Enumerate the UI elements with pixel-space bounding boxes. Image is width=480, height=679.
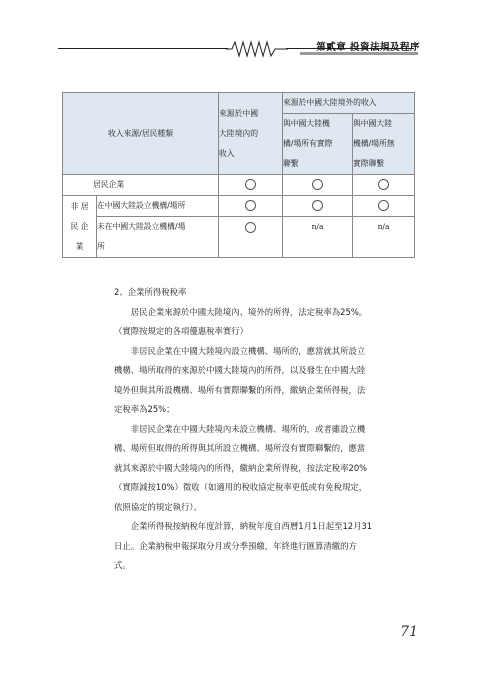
- page-header: [0, 0, 480, 70]
- paragraph-line: 定稅率為25%；: [114, 404, 175, 414]
- paragraph-line: 機構、場所取得的來源於中國大陸境內的所得，以及發生在中國大陸: [114, 365, 366, 375]
- header-foreign-income: 來源於中國大陸境外的收入: [283, 93, 415, 114]
- paragraph-line: 境外但與其所設機構、場所有實際聯繫的所得，繳納企業所得稅，法: [114, 384, 366, 395]
- paragraph: 非居民企業在中國大陸境內未設立機構、場所的，或者雖設立機: [130, 423, 366, 434]
- yes-circle-icon: [378, 200, 389, 211]
- header-rule-left: [58, 48, 228, 49]
- header-effectively-connected: 與中國大陸機 構/場所有實際 聯繫: [283, 114, 353, 175]
- paragraph-line: 日止。企業納稅申報採取分月或分季預繳，年終進行匯算清繳的方: [114, 540, 357, 551]
- header-underline-bar: [300, 52, 418, 55]
- table-row: [63, 196, 415, 217]
- page-number: 71: [400, 624, 418, 640]
- table-row: [63, 175, 415, 196]
- yes-circle-icon: [312, 179, 323, 190]
- header-income-type: 收入來源/居民種類: [63, 93, 219, 175]
- row-not-established-label: 未在中國大陸設立機構/場 所: [97, 217, 219, 258]
- header-domestic-income: 來源於中國 大陸境內的 收入: [219, 93, 283, 175]
- paragraph-line: （實際按規定的各項優惠稅率實行）: [114, 326, 248, 336]
- body-text: [114, 283, 428, 576]
- paragraph-line: 依照協定的規定執行）。: [114, 501, 202, 512]
- row-nonresident-label: 非 居 民 企 業: [63, 196, 97, 258]
- paragraph: 居民企業來源於中國大陸境內、境外的所得，法定稅率為25%。: [130, 306, 368, 317]
- paragraph: 企業所得稅按納稅年度計算，納稅年度自西曆1月1日起至12月31: [130, 521, 373, 531]
- yes-circle-icon: [245, 200, 256, 211]
- heartbeat-wave-icon: [226, 40, 288, 58]
- yes-circle-icon: [245, 222, 256, 233]
- header-not-connected: 與中國大陸 機構/場所無 實際聯繫: [353, 114, 415, 175]
- na-value: n/a: [353, 217, 415, 258]
- yes-circle-icon: [245, 179, 256, 190]
- row-resident-label: 居民企業: [63, 175, 219, 196]
- paragraph-line: 就其來源於中國大陸境內的所得，繳納企業所得稅，按法定稅率20%: [114, 462, 368, 473]
- yes-circle-icon: [378, 179, 389, 190]
- na-value: n/a: [283, 217, 353, 258]
- paragraph-line: 式。: [114, 560, 131, 570]
- table-row: [63, 217, 415, 258]
- paragraph-line: （實際減按10%）徵收（如適用的稅收協定稅率更低或有免稅規定，: [114, 482, 368, 492]
- paragraph-line: 構、場所但取得的所得與其所設立機構、場所沒有實際聯繫的，應當: [114, 443, 366, 453]
- income-source-table: [62, 92, 415, 258]
- paragraph: 非居民企業在中國大陸境內設立機構、場所的，應當就其所設立: [130, 345, 366, 356]
- yes-circle-icon: [312, 200, 323, 211]
- table-header-row: [63, 93, 415, 114]
- row-established-label: 在中國大陸設立機構/場所: [97, 196, 219, 217]
- section-heading: 2、企業所得稅稅率: [114, 287, 187, 297]
- chapter-title: 第貳章 投資法規及程序: [316, 41, 420, 53]
